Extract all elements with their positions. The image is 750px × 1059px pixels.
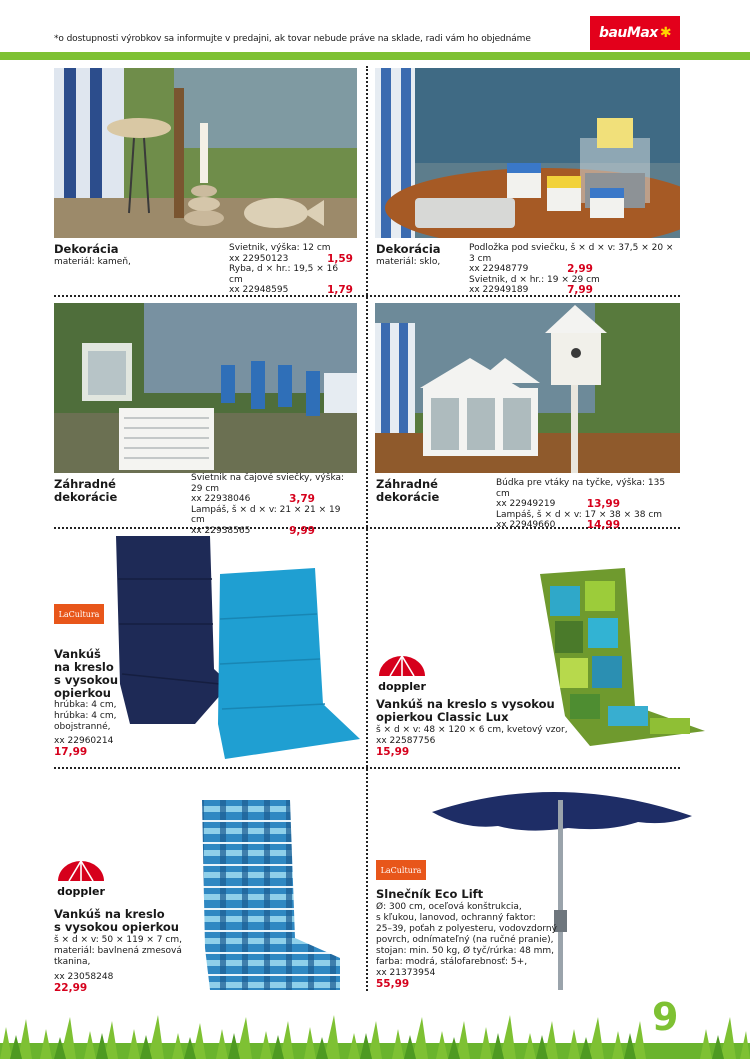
title-line: Vankúš [54, 647, 101, 661]
floral-cushion-photo [530, 566, 710, 748]
glass-decoration-photo [375, 68, 680, 238]
doppler-logo-text: doppler [378, 680, 426, 693]
spec-line: stojan: min. 50 kg, Ø tyč/rúrka: 48 mm, [376, 946, 555, 956]
title-line: dekorácie [54, 490, 118, 504]
price: 2,99 [567, 263, 593, 275]
availability-note: *o dostupnosti výrobkov sa informujte v predajni, ak tovar nebude práve na sklade, radi vám ho objednáme [54, 34, 531, 44]
product-code: xx 22949219 [496, 499, 556, 509]
doppler-logo [375, 652, 429, 694]
row-separator-3 [54, 767, 680, 769]
parasol-title: Slnečník Eco Lift [376, 887, 484, 901]
doppler-logo [54, 857, 108, 899]
product-code: xx 21373954 [376, 968, 436, 978]
spec-line: š × d × v: 48 × 120 × 6 cm, kvetový vzor, [376, 725, 568, 735]
spec-code-row [229, 285, 353, 296]
glass-decoration-title: Dekorácia [376, 242, 441, 256]
title-line: na kreslo [54, 660, 114, 674]
product-code: xx 22949189 [469, 285, 529, 295]
stone-decoration-specs [229, 243, 353, 296]
price: 22,99 [54, 982, 88, 994]
glass-decoration-specs [469, 243, 677, 296]
price: 1,59 [327, 252, 353, 265]
checked-cushion-photo [190, 798, 345, 993]
product-code: xx 22960214 [54, 736, 114, 746]
logo-star-icon: ✱ [659, 25, 672, 41]
doppler-logo-text: doppler [57, 885, 105, 898]
product-code: xx 22938046 [191, 494, 251, 504]
spec-code-row [191, 494, 315, 505]
spec-line: tkanina, [54, 957, 91, 967]
logo-text: bauMax [598, 25, 658, 41]
spec-line: Lampáš, š × d × v: 21 × 21 × 19 cm [191, 504, 341, 525]
spec-line: š × d × v: 50 × 119 × 7 cm, [54, 935, 182, 945]
garden-deco-2-specs [496, 478, 680, 531]
spec-line: Podložka pod sviečku, š × d × v: 37,5 × 20 × 3 cm [469, 243, 674, 264]
spec-line: Ryba, d × hr.: 19,5 × 16 cm [229, 264, 339, 285]
spec-line: Svietnik, d × hr.: 19 × 29 cm [469, 274, 600, 285]
stone-decoration-photo [54, 68, 357, 238]
price: 3,79 [289, 493, 315, 505]
title-line: Záhradné [54, 477, 116, 491]
spec-line: Búdka pre vtáky na tyčke, výška: 135 cm [496, 478, 666, 499]
garden-deco-1-title [54, 478, 117, 504]
spec-line: obojstranné, [54, 722, 111, 732]
price: 7,99 [567, 284, 593, 296]
product-code: xx 22938565 [191, 525, 251, 536]
lacultura-cushion-specs [54, 700, 116, 758]
spec-line: farba: modrá, stálofarebnosť: 5+, [376, 957, 528, 967]
spec-line: s kľukou, lanovod, ochranný faktor: [376, 913, 536, 923]
garden-deco-1-specs [191, 473, 351, 536]
spec-line: hrúbka: 4 cm, [54, 711, 117, 721]
spec-line: Svietnik na čajové sviečky, výška: [191, 473, 345, 483]
product-code: xx 22948595 [229, 285, 289, 295]
price: 13,99 [586, 498, 620, 510]
spec-code-row [496, 520, 620, 531]
product-code: xx 23058248 [54, 972, 114, 982]
spec-code-row [469, 264, 593, 275]
product-code: xx 22949660 [496, 520, 556, 530]
parasol-specs [376, 902, 557, 990]
classic-lux-specs [376, 725, 568, 758]
lacultura-cushion-title [54, 648, 118, 700]
price: 1,79 [327, 284, 353, 296]
grass-footer [0, 999, 750, 1059]
product-code: xx 22948779 [469, 264, 529, 274]
title-line: s vysokou [54, 673, 119, 687]
spec-line: Lampáš, š × d × v: 17 × 38 × 38 cm [496, 509, 663, 520]
price: 17,99 [54, 746, 88, 758]
lacultura-badge: LaCultura [376, 860, 426, 880]
price: 15,99 [376, 746, 410, 758]
lacultura-badge: LaCultura [54, 604, 104, 624]
doppler-cushion-title [54, 908, 179, 934]
doppler-cushion-specs [54, 935, 182, 994]
spec-line: povrch, odnímateľný (na ručné pranie), [376, 935, 554, 945]
birdhouse-lantern-photo [375, 303, 680, 473]
price: 14,99 [586, 519, 620, 531]
cushions-navy-turquoise-photo [110, 534, 365, 762]
spec-code-row [496, 499, 620, 510]
baumax-logo[interactable] [590, 16, 680, 50]
stone-decoration-material: materiál: kameň, [54, 257, 131, 267]
title-line: s vysokou opierkou [54, 920, 179, 934]
spec-code-row [469, 285, 593, 296]
title-line: opierkou [54, 686, 111, 700]
product-code: xx 22587756 [376, 736, 436, 746]
spec-line: hrúbka: 4 cm, [54, 700, 117, 710]
spec-line: 25–39, poťah z polyesteru, vodovzdorný [376, 924, 557, 934]
title-line: Vankúš na kreslo [54, 907, 165, 921]
classic-lux-title [376, 698, 555, 724]
spec-line: Svietnik, výška: 12 cm [229, 243, 331, 253]
title-line: opierkou Classic Lux [376, 710, 509, 724]
spec-line: materiál: bavlnená zmesová [54, 946, 182, 956]
title-line: Záhradné [376, 477, 438, 491]
price: 55,99 [376, 978, 410, 990]
garden-deco-2-title [376, 478, 439, 504]
garden-lanterns-photo [54, 303, 357, 473]
header-green-line [0, 52, 750, 60]
stone-decoration-title: Dekorácia [54, 242, 119, 256]
product-code: xx 22950123 [229, 253, 289, 264]
title-line: Vankúš na kreslo s vysokou [376, 697, 555, 711]
title-line: dekorácie [376, 490, 440, 504]
glass-decoration-material: materiál: sklo, [376, 257, 441, 267]
price: 9,99 [289, 524, 315, 537]
spec-line: 29 cm [191, 483, 220, 494]
spec-code-row [229, 254, 353, 265]
spec-line: Ø: 300 cm, oceľová konštrukcia, [376, 902, 522, 912]
page-number: 9 [652, 995, 679, 1039]
